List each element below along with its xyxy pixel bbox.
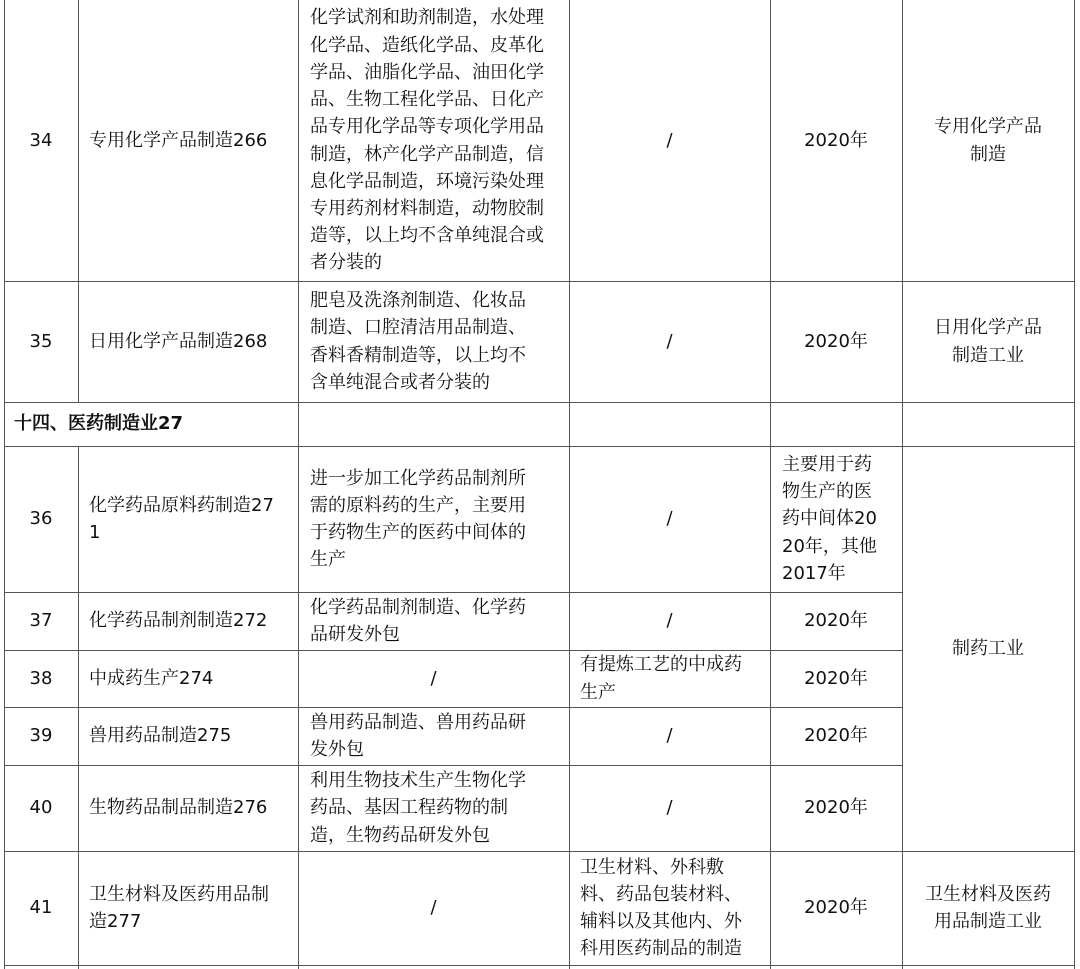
row-number-text: 35 [29, 330, 53, 352]
industry-name [89, 765, 298, 851]
category-text: 日用化学产品 制造工业 [934, 317, 1042, 366]
industry-name-text: 卫生材料及医药用品制 造277 [89, 883, 269, 932]
industry-name [89, 281, 298, 402]
industry-name-text: 专用化学产品制造266 [89, 129, 268, 151]
category-text: 卫生材料及医药 用品制造工业 [925, 883, 1051, 932]
scope-description [310, 281, 569, 402]
row-number-text: 37 [29, 610, 53, 632]
grid-line [78, 0, 79, 402]
row-number-text: 39 [29, 725, 53, 747]
other-condition-text: / [666, 797, 673, 819]
other-condition [569, 592, 770, 650]
year-text: 2020年 [804, 897, 868, 919]
other-condition [569, 446, 770, 592]
category-merged [902, 446, 1074, 851]
row-number-text: 41 [29, 897, 53, 919]
row-number [4, 0, 78, 281]
category [902, 0, 1074, 281]
year [770, 707, 902, 765]
scope-description [310, 0, 569, 281]
row-number [4, 281, 78, 402]
scope-description [310, 765, 569, 851]
year [770, 0, 902, 281]
scope-description-text: 肥皂及洗涤剂制造、化妆品 制造、口腔清洁用品制造、 香料香精制造等，以上均不 含单纯混合或者分装的 [310, 290, 526, 393]
row-number-text: 40 [29, 797, 53, 819]
year-text: 2020年 [804, 610, 868, 632]
category-text: 专用化学产品 制造 [934, 116, 1042, 165]
other-condition-text: 卫生材料、外科敷 料、药品包装材料、 辅料以及其他内、外 科用医药制品的制造 [580, 856, 742, 960]
year [770, 281, 902, 402]
row-number [4, 765, 78, 851]
scope-description [310, 592, 569, 650]
row-number [4, 707, 78, 765]
category [902, 281, 1074, 402]
year [770, 592, 902, 650]
scope-description-text: 进一步加工化学药品制剂所 需的原料药的生产，主要用 于药物生产的医药中间体的 生产 [310, 467, 526, 571]
row-number-text: 36 [29, 508, 53, 530]
scope-description-text: / [430, 897, 437, 919]
year-text: 2020年 [804, 725, 868, 747]
other-condition [580, 851, 770, 965]
year [770, 851, 902, 965]
row-number-text: 38 [29, 667, 53, 689]
industry-name [89, 0, 298, 281]
other-condition-text: 有提炼工艺的中成药 生产 [580, 654, 742, 703]
year-text: 2020年 [804, 129, 868, 151]
industry-name [89, 707, 298, 765]
scope-description-text: 化学试剂和助剂制造，水处理 化学品、造纸化学品、皮革化 学品、油脂化学品、油田化学 品、生物工程化学品、日化产 品专用化学品等专项化学用品 制造，林产化学产品制造，信 息化学品制造，环境污染处理 专用药剂材料制造，动物胶制 造等，以上均不含单纯混合或 者分装的 [310, 7, 544, 274]
industry-name [89, 446, 298, 592]
category [902, 851, 1074, 965]
year-text: 2020年 [804, 330, 868, 352]
year [782, 446, 902, 592]
industry-name-text: 兽用药品制造275 [89, 725, 232, 747]
year-text: 2020年 [804, 797, 868, 819]
industry-name-text: 中成药生产274 [89, 667, 214, 689]
row-number [4, 851, 78, 965]
industry-name-text: 日用化学产品制造268 [89, 330, 268, 352]
industry-name-text: 化学药品制剂制造272 [89, 610, 268, 632]
industry-name-text: 化学药品原料药制造27 1 [89, 494, 274, 543]
scope-description-text: 利用生物技术生产生物化学 药品、基因工程药物的制 造，生物药品研发外包 [310, 770, 526, 846]
row-number [4, 592, 78, 650]
row-number [4, 650, 78, 707]
other-condition-text: / [666, 129, 673, 151]
year-text: 主要用于药 物生产的医 药中间体20 20年，其他 2017年 [782, 453, 877, 584]
other-condition [569, 765, 770, 851]
scope-description [310, 446, 569, 592]
row-number [4, 446, 78, 592]
other-condition-text: / [666, 330, 673, 352]
industry-name [89, 650, 298, 707]
section-heading [14, 402, 298, 446]
year [770, 765, 902, 851]
grid-line [4, 965, 1075, 966]
section-heading-text: 十四、医药制造业27 [14, 413, 184, 435]
industry-name [89, 851, 298, 965]
scope-description [298, 851, 569, 965]
other-condition [580, 650, 770, 707]
other-condition [569, 0, 770, 281]
scope-description-text: / [430, 667, 437, 689]
category-merged-text: 制药工业 [952, 637, 1024, 659]
year [770, 650, 902, 707]
other-condition [569, 707, 770, 765]
year-text: 2020年 [804, 667, 868, 689]
grid-line [298, 0, 299, 969]
row-number-text: 34 [29, 129, 53, 151]
scope-description-text: 化学药品制剂制造、化学药 品研发外包 [310, 596, 526, 645]
other-condition-text: / [666, 610, 673, 632]
other-condition-text: / [666, 508, 673, 530]
scope-description [310, 707, 569, 765]
scope-description-text: 兽用药品制造、兽用药品研 发外包 [310, 711, 526, 760]
industry-name-text: 生物药品制品制造276 [89, 797, 268, 819]
other-condition [569, 281, 770, 402]
other-condition-text: / [666, 725, 673, 747]
scope-description [298, 650, 569, 707]
industry-name [89, 592, 298, 650]
grid-line [1074, 0, 1075, 969]
